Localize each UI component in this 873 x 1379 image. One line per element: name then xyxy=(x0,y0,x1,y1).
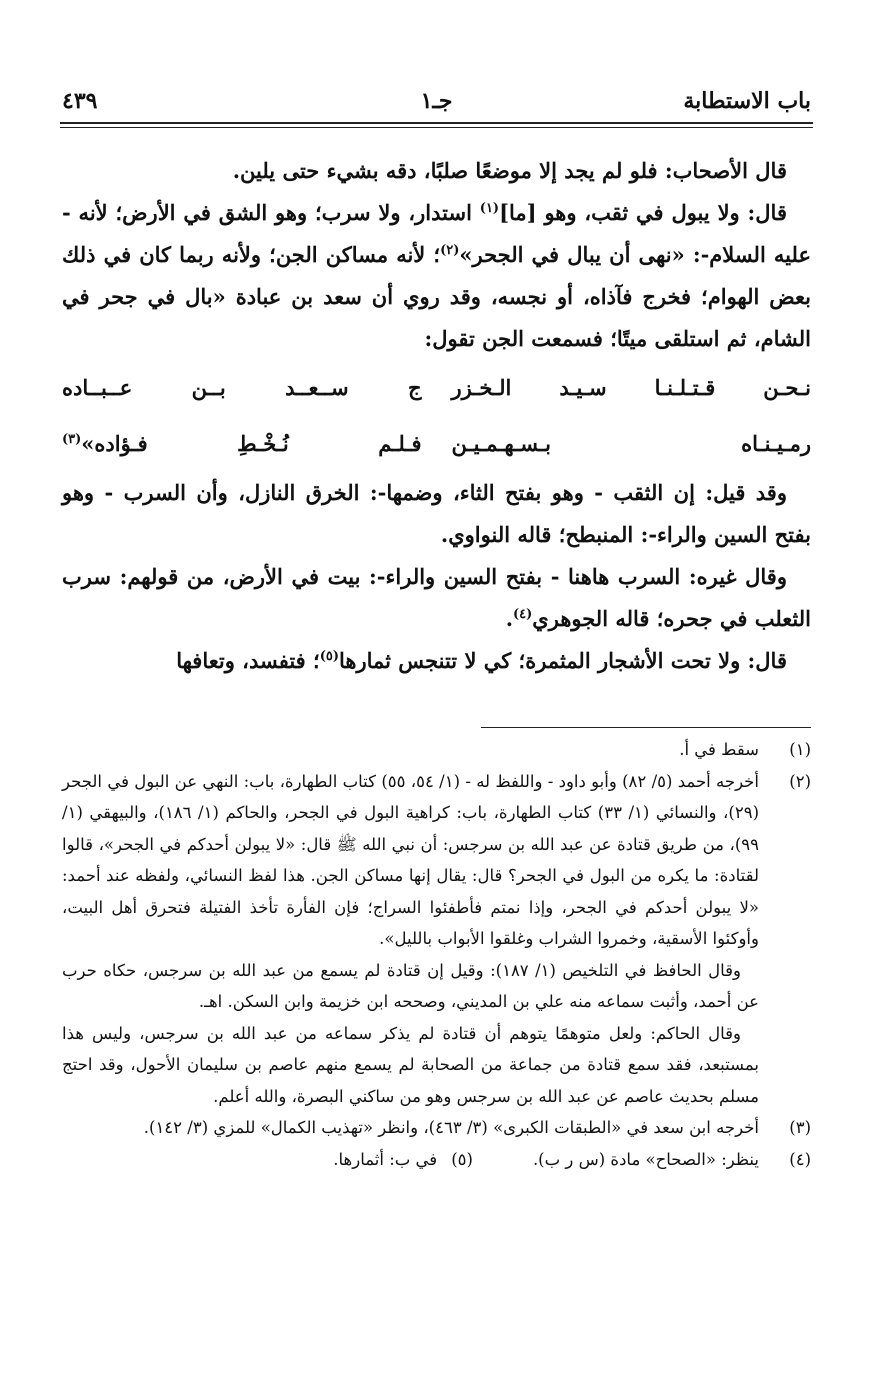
footnote-body xyxy=(62,766,759,1113)
footnote-text: أخرجه أحمد (٥/ ٨٢) وأبو داود - واللفظ له - (١/ ٥٤، ٥٥) كتاب الطهارة، باب: النهي عن البول في الجحر (٢٩)، والنسائي (١/ ٣٣) كتاب الطهارة، باب: كراهية البول في الجحر، والحاكم (١/ ١٨٦)، والبيهقي (١/ ٩٩)، من طريق قتادة عن عبد الله بن سرجس: أن نبي الله ﷺ قال: «لا يبولن أحدكم في الجحر»، قالوا لقتادة: ما يكره من البول في الجحر؟ قال: يقال إنها مساكن الجن. هذا لفظ النسائي، ولفظه عند أحمد: «لا يبولن أحدكم في الجحر، وإذا نمتم فأطفئوا السراج؛ فإن الفأرة تأخذ الفتيلة فتحرق أهل البيت، وأوكئوا الأسقية، وخمروا الشراب وغلقوا الأبواب بالليل». xyxy=(62,771,759,948)
text-run: . xyxy=(505,606,513,631)
text-run: ؛ لأنه مساكن الجن؛ ولأنه ربما كان في ذلك بعض الهوام؛ فخرج فآذاه، أو نجسه، وقد روي أن سعد بن عبادة «بال في جحر في الشام، ثم استلقى ميتًا؛ فسمعت الجن تقول: xyxy=(62,242,811,351)
footnotes xyxy=(62,734,811,1175)
hemistich: نـحـن قـتـلـنـا سـيـد الـخـزر xyxy=(451,375,811,400)
header-rule xyxy=(60,122,813,124)
poem-verse xyxy=(62,360,811,416)
footnote-number: (٣) xyxy=(789,1118,811,1137)
poem xyxy=(62,360,811,472)
hemistich-with-note xyxy=(62,423,422,465)
footnote xyxy=(333,1144,473,1176)
footnote-number: (٢) xyxy=(789,771,811,791)
footnote-text: سقط في أ. xyxy=(679,740,759,759)
footnote-ref[interactable]: (٢) xyxy=(440,243,460,258)
hemistich: فـلـم نُـخْـطِ فـؤاده» xyxy=(81,431,422,456)
paragraph: وقد قيل: إن الثقب - وهو بفتح الثاء، وضمها-: الخرق النازل، وأن السرب - وهو بفتح السين والراء-: المنبطح؛ قاله النواوي. xyxy=(62,480,811,547)
main-text xyxy=(62,150,811,682)
footnote xyxy=(533,1144,811,1176)
text-run: استدار، ولا سرب؛ وهو الشق في الأرض؛ لأنه - عليه السلام-: «نهى أن يبال في الجحر» xyxy=(62,200,811,267)
footnote-number: (٤) xyxy=(789,1149,811,1169)
footnote-ref[interactable]: (٤) xyxy=(513,607,533,622)
footnote xyxy=(62,766,811,1113)
footnote-row xyxy=(62,1144,811,1176)
text-run: قال: ولا تحت الأشجار المثمرة؛ كي لا تتنجس ثمارها xyxy=(338,648,787,673)
hemistich: رمـيـنـاه بـسـهـمـيـن xyxy=(451,431,811,456)
page-number: ٤٣٩ xyxy=(62,88,98,114)
footnote xyxy=(62,1112,811,1144)
paragraph xyxy=(62,192,811,360)
poem-verse xyxy=(62,416,811,472)
text-run: وقال غيره: السرب هاهنا - بفتح السين والراء-: بيت في الأرض، من قولهم: سرب الثعلب في جحره؛ قاله الجوهري xyxy=(62,564,811,631)
footnote-separator xyxy=(481,727,811,728)
paragraph xyxy=(62,640,811,682)
footnote-ref[interactable]: (٥) xyxy=(319,649,339,664)
footnote-number: (١) xyxy=(789,740,811,759)
footnote-ref[interactable]: (٣) xyxy=(62,432,82,447)
footnote-text: أخرجه ابن سعد في «الطبقات الكبرى» (٣/ ٤٦٣)، وانظر «تهذيب الكمال» للمزي (٣/ ١٤٢). xyxy=(143,1118,759,1137)
footnote-text: وقال الحافظ في التلخيص (١/ ١٨٧): وقيل إن قتادة لم يسمع من عبد الله بن سرجس، حكاه حرب عن أحمد، وأثبت سماعه منه علي بن المديني، وصححه ابن خزيمة وابن السكن. اهـ. xyxy=(62,960,759,1011)
volume-label: جـ١ xyxy=(420,88,453,114)
footnote-text: وقال الحاكم: ولعل متوهمًا يتوهم أن قتادة لم يذكر سماعه من عبد الله بن سرجس، وليس هذا بمستبعد، فقد سمع قتادة من جماعة من الصحابة لم يسمع منهم عاصم بن سليمان الأحول، وقد احتج مسلم بحديث عاصم عن عبد الله بن سرجس وهو من ساكني البصرة، والله أعلم. xyxy=(62,1023,759,1106)
header-rule-thin xyxy=(60,127,813,128)
footnote-ref[interactable]: (١) xyxy=(479,201,500,216)
footnote xyxy=(62,734,811,766)
hemistich: ج ســعــد بــن عــبــاده xyxy=(62,375,422,400)
text-run: ؛ فتفسد، وتعافها xyxy=(176,648,320,673)
text-run: قال: ولا يبول في ثقب، وهو [ما] xyxy=(499,200,787,225)
footnote-text: في ب: أثمارها. xyxy=(333,1149,438,1169)
paragraph: قال الأصحاب: فلو لم يجد إلا موضعًا صلبًا، دقه بشيء حتى يلين. xyxy=(232,158,787,183)
chapter-title: باب الاستطابة xyxy=(683,88,811,114)
footnote-text: ينظر: «الصحاح» مادة (س ر ب). xyxy=(532,1149,759,1169)
footnote-number: (٥) xyxy=(451,1149,473,1169)
paragraph xyxy=(62,556,811,640)
